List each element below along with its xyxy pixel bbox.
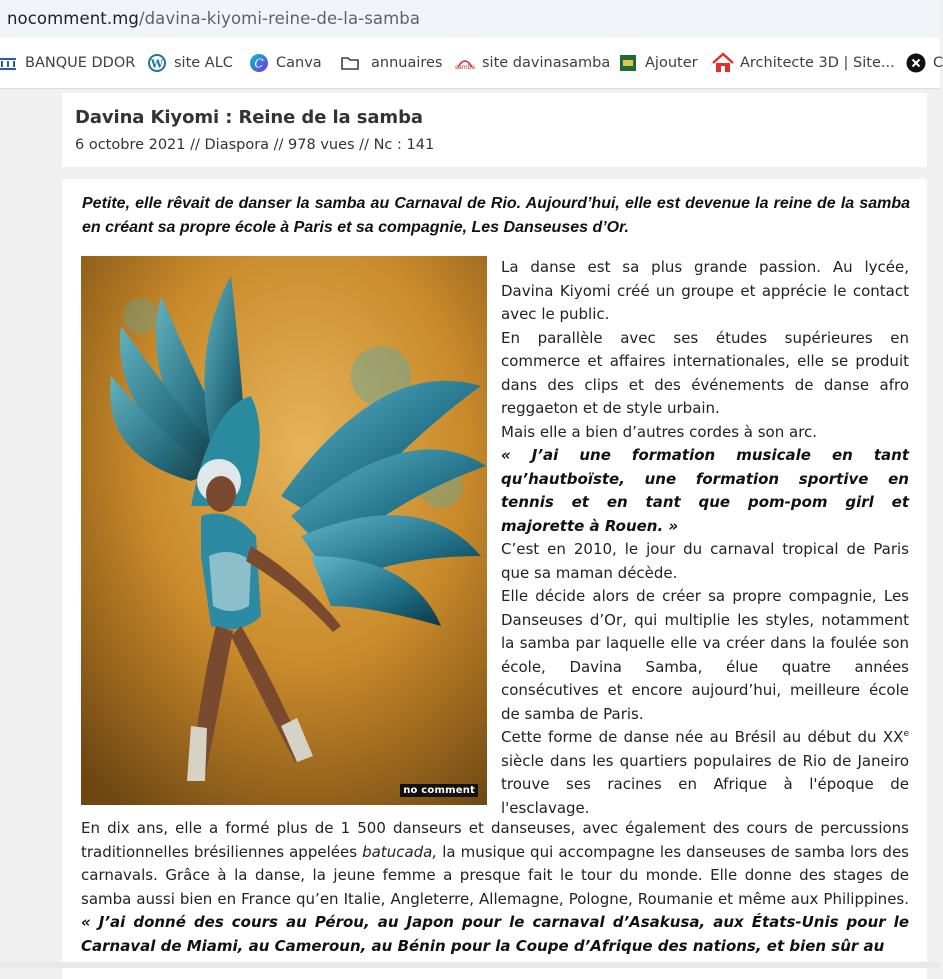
- bookmark-architecte-3d[interactable]: [713, 52, 895, 74]
- url-domain: nocomment.mg: [7, 9, 139, 28]
- bookmark-label: site ALC: [174, 55, 233, 71]
- canva-icon: [249, 53, 269, 73]
- page-content: [0, 89, 940, 968]
- paragraph: La danse est sa plus grande passion. Au lycée, Davina Kiyomi créé un groupe et apprécie le contact avec le public.: [501, 258, 909, 323]
- wordpress-icon: [147, 53, 167, 73]
- address-bar[interactable]: [0, 0, 940, 38]
- bank-icon: [0, 53, 18, 73]
- text-span: siècle dans les quartiers populaires de Rio de Janeiro trouve ses racines en Afrique à l'époque de l'esclavage.: [501, 751, 909, 817]
- article-bottom-paragraph: [81, 817, 909, 958]
- bookmark-label: site davinasamba: [482, 55, 611, 71]
- davina-logo-icon: [455, 53, 475, 73]
- bookmark-canva[interactable]: [249, 52, 322, 74]
- bookmark-label: C: [933, 55, 943, 71]
- text-span: Cette forme de danse née au Brésil au début du XX: [501, 728, 904, 746]
- bookmark-label: Architecte 3D | Site...: [740, 55, 895, 71]
- bookmark-label: annuaires: [371, 55, 443, 71]
- bookmark-label: Canva: [276, 55, 322, 71]
- close-circle-icon: [906, 53, 926, 73]
- bookmark-site-davinasamba[interactable]: [455, 52, 610, 74]
- paragraph: En parallèle avec ses études supérieures en commerce et affaires internationales, elle se produit dans des clips et des événements de danse afro reggaeton et de style urbain.: [501, 328, 909, 417]
- green-book-icon: [618, 53, 638, 73]
- paragraph: Elle décide alors de créer sa propre compagnie, Les Danseuses d’Or, qui multiplie les styles, notamment la samba par laquelle elle va créer dans la foulée son école, Davina Samba, élue quatre années consécutives et encore aujourd’hui, meilleure école de samba de Paris.: [501, 587, 909, 723]
- bookmarks-bar: [0, 38, 943, 89]
- svg-text:C: C: [254, 56, 264, 71]
- article-header: [62, 93, 927, 167]
- url-text[interactable]: [7, 9, 420, 28]
- paragraph: Mais elle a bien d’autres cordes à son arc.: [501, 422, 818, 441]
- paragraph: [501, 726, 909, 820]
- paragraph: C’est en 2010, le jour du carnaval tropical de Paris que sa maman décède.: [501, 540, 909, 582]
- bookmark-site-alc[interactable]: [147, 52, 233, 74]
- bookmark-ajouter[interactable]: [618, 52, 698, 74]
- text-span: En dix ans, elle a formé plus de 1 500 danseurs et danseuses, avec également des cours de percussions traditionnelles brésiliennes appelées: [81, 819, 909, 861]
- article-body: [62, 179, 927, 979]
- house-icon: [713, 53, 733, 73]
- horizontal-scroll-edge: [0, 962, 940, 968]
- text-span: la musique qui accompagne les danseuses de samba lors des carnavals. Grâce à la danse, la jeune femme a presque fait le tour du monde. Elle donne des stages de samba aussi bien en France qu’en Italie, Angleterre, Allemagne, Pologne, Roumanie et même aux Philippines.: [81, 842, 909, 908]
- bookmark-label: BANQUE DDOR: [25, 55, 136, 71]
- superscript: e: [903, 729, 909, 739]
- bookmark-label: Ajouter: [645, 55, 698, 71]
- url-path: /davina-kiyomi-reine-de-la-samba: [138, 9, 421, 28]
- article-title: Davina Kiyomi : Reine de la samba: [75, 107, 423, 128]
- quote: « J’ai une formation musicale en tant qu’hautboïste, une formation sportive en tennis et en tant que pom-pom girl et majorette à Rouen. »: [501, 446, 909, 535]
- bookmark-c[interactable]: [906, 52, 943, 74]
- folder-icon: [340, 53, 360, 73]
- quote: « J’ai donné des cours au Pérou, au Japon pour le carnaval d’Asakusa, aux États-Unis pour le Carnaval de Miami, au Cameroun, au Bénin pour la Coupe d’Afrique des nations, et bien sûr au: [81, 913, 909, 955]
- samba-dancer-image: [81, 256, 487, 805]
- bookmark-annuaires[interactable]: [340, 52, 443, 74]
- emphasis-batucada: batucada,: [362, 842, 438, 861]
- photo-watermark: no comment: [400, 784, 478, 797]
- article-side-column: [501, 256, 909, 820]
- article-meta: 6 octobre 2021 // Diaspora // 978 vues // Nc : 141: [75, 137, 435, 153]
- svg-text:W: W: [150, 57, 164, 71]
- article-lead: Petite, elle rêvait de danser la samba au Carnaval de Rio. Aujourd’hui, elle est devenue la reine de la samba en créant sa propre école à Paris et sa compagnie, Les Danseuses d’Or.: [82, 195, 910, 236]
- bookmark-banque-ddor[interactable]: [0, 52, 135, 74]
- dancer-photo: [81, 256, 487, 805]
- svg-text:samba: samba: [454, 64, 476, 71]
